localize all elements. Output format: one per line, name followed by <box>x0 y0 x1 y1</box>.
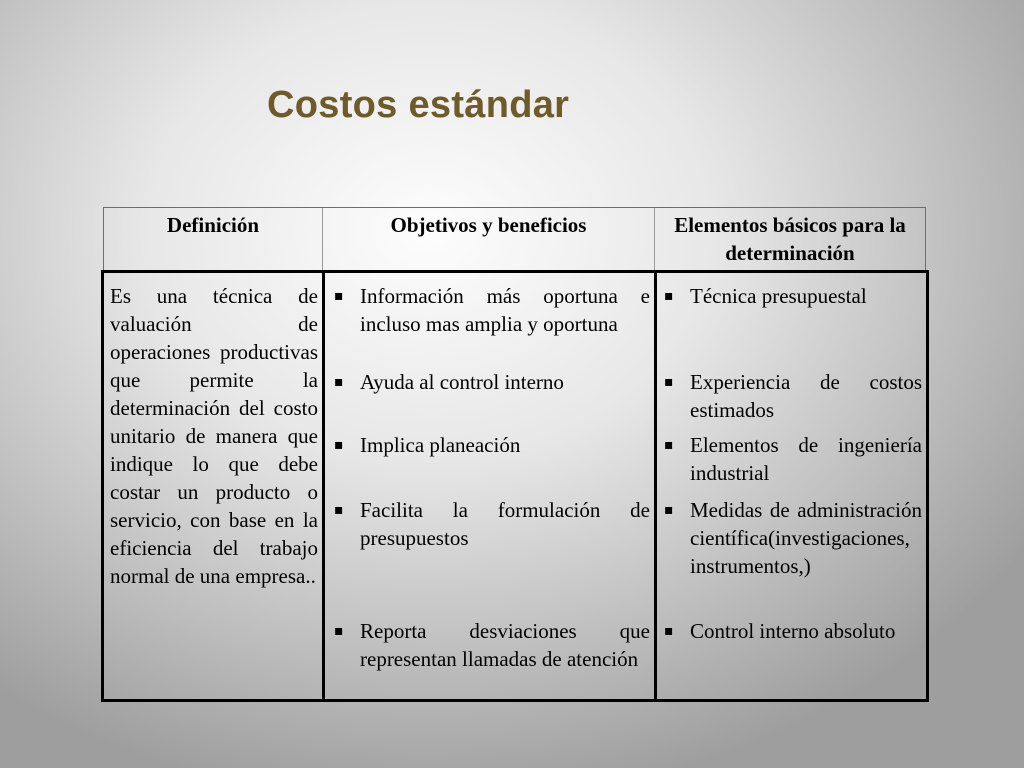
bullet-icon: ▪ <box>334 374 344 390</box>
bullet-icon: ▪ <box>664 502 674 518</box>
element-text: Técnica presupuestal <box>690 284 867 308</box>
objective-item <box>334 496 650 552</box>
element-text: Control interno absoluto <box>690 619 896 643</box>
objective-text: Reporta desviaciones que representan llamadas de atención <box>360 619 650 671</box>
bullet-icon: ▪ <box>334 437 344 453</box>
table-body-row <box>101 270 929 702</box>
table-header-row <box>103 207 926 271</box>
element-item <box>664 431 922 487</box>
column-divider <box>322 273 325 699</box>
header-elementos: Elementos básicos para la determinación <box>674 213 906 265</box>
bullet-icon: ▪ <box>664 288 674 304</box>
objective-text: Información más oportuna e incluso mas amplia y oportuna <box>360 284 650 336</box>
bullet-icon: ▪ <box>334 502 344 518</box>
header-definicion: Definición <box>104 208 323 270</box>
bullet-icon: ▪ <box>664 623 674 639</box>
objective-item <box>334 617 650 673</box>
column-divider <box>654 273 657 699</box>
bullet-icon: ▪ <box>334 623 344 639</box>
element-text: Experiencia de costos estimados <box>690 370 922 422</box>
element-text: Elementos de ingeniería industrial <box>690 433 922 485</box>
header-objetivos: Objetivos y beneficios <box>323 208 655 270</box>
slide-title: Costos estándar <box>267 84 570 126</box>
element-item <box>664 368 922 424</box>
bullet-icon: ▪ <box>664 374 674 390</box>
element-text: Medidas de administración científica(investigaciones, instrumentos,) <box>690 498 922 578</box>
objective-item <box>334 431 650 459</box>
element-item <box>664 496 922 580</box>
definition-cell: Es una técnica de valuación de operaciones productivas que permite la determinación del costo unitario de manera que indique lo que debe costar un producto o servicio, con base en la eficiencia del trabajo normal de una empresa.. <box>110 284 318 588</box>
objective-item <box>334 282 650 338</box>
bullet-icon: ▪ <box>334 288 344 304</box>
objective-text: Ayuda al control interno <box>360 370 564 394</box>
objective-item <box>334 368 650 396</box>
element-item <box>664 282 922 310</box>
bullet-icon: ▪ <box>664 437 674 453</box>
element-item <box>664 617 922 645</box>
objective-text: Facilita la formulación de presupuestos <box>360 498 650 550</box>
objective-text: Implica planeación <box>360 433 521 457</box>
